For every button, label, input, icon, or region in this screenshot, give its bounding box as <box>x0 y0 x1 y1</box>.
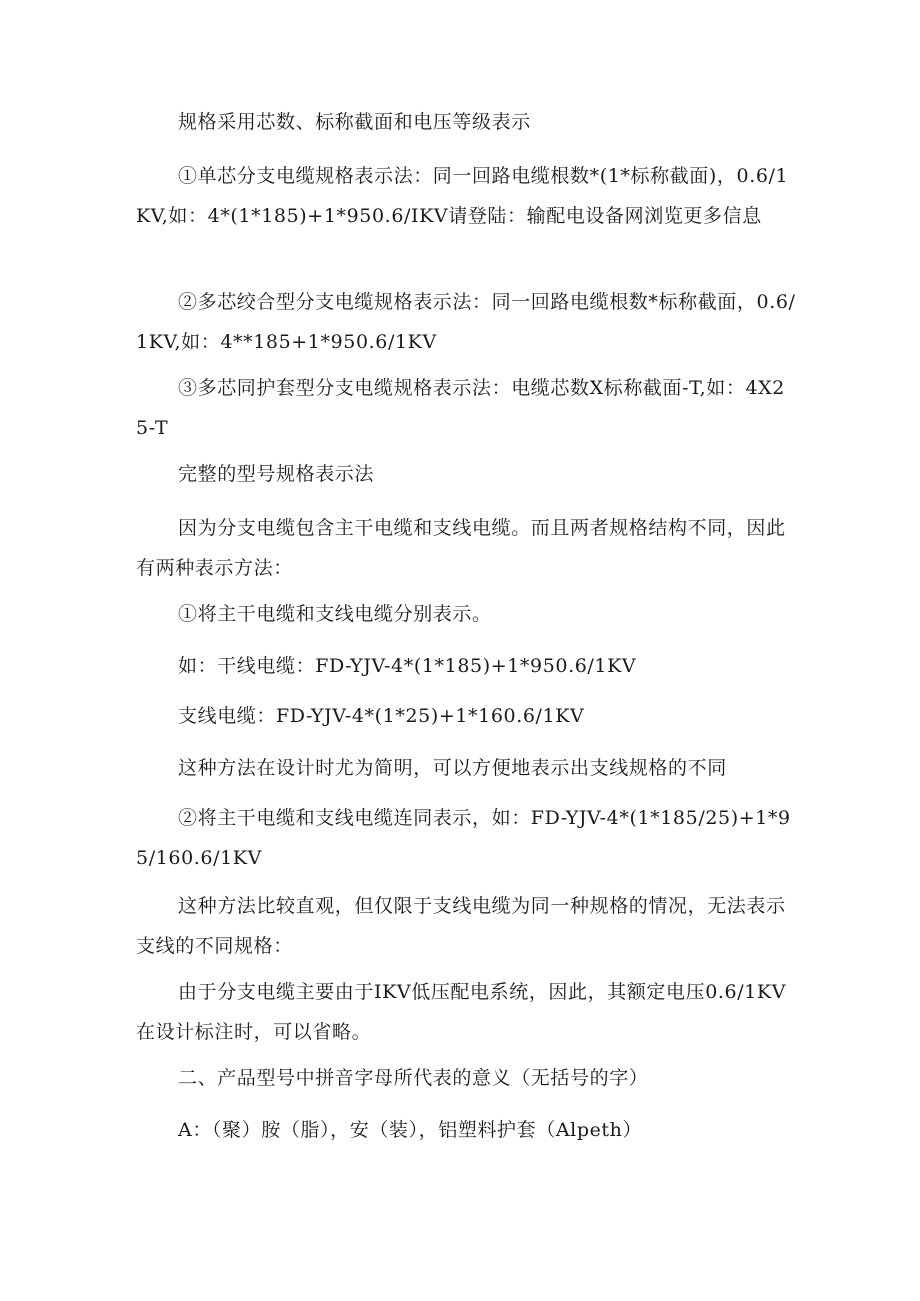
paragraph-branch-example: 支线电缆：FD-YJV-4*(1*25)+1*160.6/1KV <box>178 705 585 727</box>
paragraph-method-two: ②将主干电缆和支线电缆连同表示，如：FD-YJV-4*(1*185/25)+1*95/160.6/1KV <box>136 807 791 869</box>
paragraph-full-model-heading: 完整的型号规格表示法 <box>178 463 375 485</box>
paragraph-multi-core-sheathed: ③多芯同护套型分支电缆规格表示法：电缆芯数X标称截面-T,如：4X25-T <box>136 377 785 439</box>
paragraph-method-one: ①将主干电缆和支线电缆分别表示。 <box>178 603 492 625</box>
paragraph-method-one-note: 这种方法在设计时尤为简明，可以方便地表示出支线规格的不同 <box>178 757 727 779</box>
paragraph-method-two-note: 这种方法比较直观，但仅限于支线电缆为同一种规格的情况，无法表示支线的不同规格： <box>136 895 786 957</box>
paragraph-section-two-heading: 二、产品型号中拼音字母所代表的意义（无括号的字） <box>178 1067 649 1089</box>
paragraph-single-core: ①单芯分支电缆规格表示法：同一回路电缆根数*(1*标称截面)，0.6/1KV,如：4*(1*185)+1*950.6/IKV请登陆：输配电设备网浏览更多信息 <box>136 165 789 227</box>
paragraph-multi-core-stranded: ②多芯绞合型分支电缆规格表示法：同一回路电缆根数*标称截面，0.6/1KV,如：4**185+1*950.6/1KV <box>136 291 796 353</box>
paragraph-two-methods: 因为分支电缆包含主干电缆和支线电缆。而且两者规格结构不同，因此有两种表示方法： <box>136 517 786 579</box>
paragraph-rated-voltage: 由于分支电缆主要由于IKV低压配电系统，因此，其额定电压0.6/1KV在设计标注时，可以省略。 <box>136 981 787 1043</box>
paragraph-trunk-example: 如：干线电缆：FD-YJV-4*(1*185)+1*950.6/1KV <box>178 655 637 677</box>
paragraph-letter-a: A：（聚）胺（脂），安（装），铝塑料护套（Alpeth） <box>178 1119 643 1141</box>
paragraph-spec-intro: 规格采用芯数、标称截面和电压等级表示 <box>178 111 531 133</box>
